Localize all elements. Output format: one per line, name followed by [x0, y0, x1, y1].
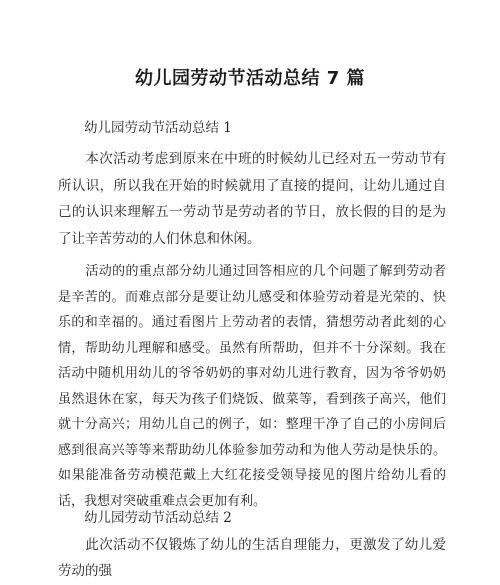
paragraph-1 — [58, 146, 446, 252]
section-heading-2: 幼儿园劳动节活动总结 2 — [84, 509, 232, 526]
paragraph-3-text: 此次活动不仅锻炼了幼儿的生活自理能力，更激发了幼儿爱劳动的强 — [58, 536, 446, 579]
paragraph-3 — [58, 532, 446, 579]
paragraph-2-text: 活动的的重点部分幼儿通过回答相应的几个问题了解到劳动者是辛苦的。而难点部分是要让幼儿感受和体验劳动着是光荣的、快乐的和幸福的。通过看图片上劳动者的表情，猜想劳动者此刻的心情，帮助幼儿理解和感受。虽然有所帮助，但并不十分深刻。我在活动中随机用幼儿的爷爷奶奶的事对幼儿进行教育，因为爷爷奶奶虽然退休在家，每天为孩子们烧饭、做菜等，看到孩子高兴，他们就十分高兴；用幼儿自己的例子，如：整理干净了自己的小房间后感到很高兴等等来帮助幼儿体验参加劳动和为他人劳动是快乐的。如果能准备劳动模范戴上大红花接受领导接见的图片给幼儿看的话，我想对突破重难点会更加有利。 — [58, 264, 446, 509]
document-title: 幼儿园劳动节活动总结 7 篇 — [134, 68, 366, 89]
paragraph-1-text: 本次活动考虑到原来在中班的时候幼儿已经对五一劳动节有所认识，所以我在开始的时候就用了直接的提问，让幼儿通过自己的认识来理解五一劳动节是劳动者的节日，放长假的目的是为了让辛苦劳动的人们休息和休闲。 — [58, 151, 446, 247]
paragraph-2 — [58, 259, 446, 514]
section-heading-1: 幼儿园劳动节活动总结 1 — [84, 120, 232, 136]
